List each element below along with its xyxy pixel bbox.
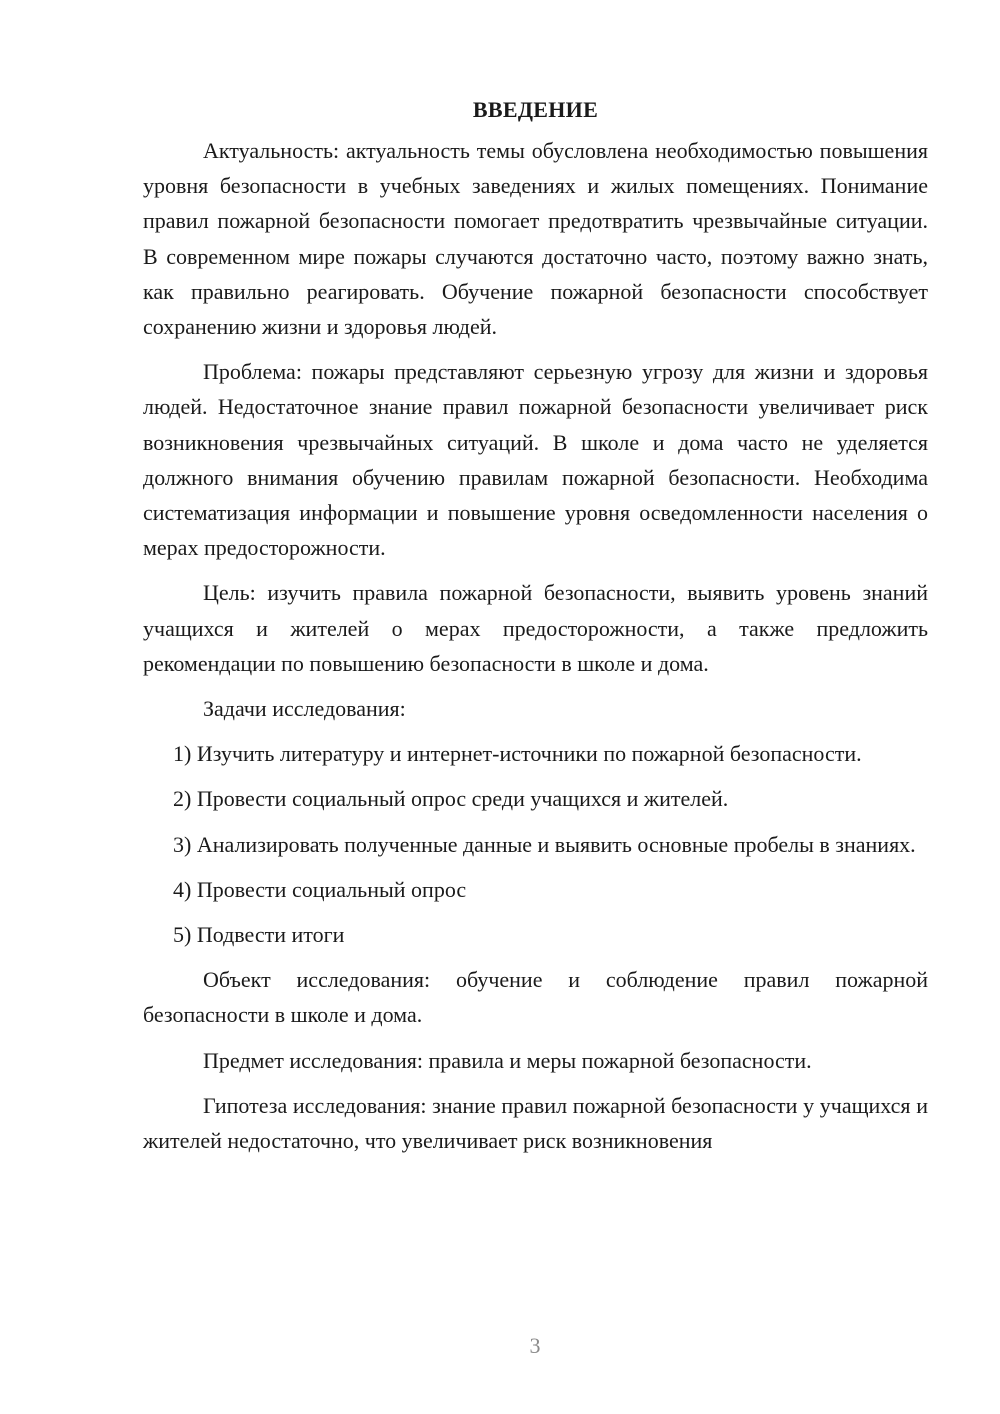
paragraph-problem: Проблема: пожары представляют серьезную угрозу для жизни и здоровья людей. Недостаточное знание правил пожарной безопасности увеличивает риск возникновения чрезвычайных ситуаций. В школе и дома часто не уделяется должного внимания обучению правилам пожарной безопасности. Необходима систематизация информации и повышение уровня осведомленности населения о мерах предосторожности. [143, 359, 928, 561]
paragraph-tasks-intro: Задачи исследования: [203, 696, 406, 722]
task-item-2: 2) Провести социальный опрос среди учащихся и жителей. [173, 786, 729, 812]
task-item-4: 4) Провести социальный опрос [173, 876, 467, 902]
page-number: 3 [529, 1333, 541, 1358]
paragraph-subject: Предмет исследования: правила и меры пожарной безопасности. [203, 1047, 812, 1073]
task-item-1: 1) Изучить литературу и интернет-источники по пожарной безопасности. [173, 741, 862, 767]
paragraph-object: Объект исследования: обучение и соблюдение правил пожарной безопасности в школе и дома. [143, 967, 928, 1028]
paragraph-hypothesis: Гипотеза исследования: знание правил пожарной безопасности у учащихся и жителей недостаточно, что увеличивает риск возникновения [143, 1092, 928, 1154]
paragraph-relevance: Актуальность: актуальность темы обусловлена необходимостью повышения уровня безопасности в учебных заведениях и жилых помещениях. Понимание правил пожарной безопасности помогает предотвратить чрезвычайные ситуации. В современном мире пожары случаются достаточно часто, поэтому важно знать, как правильно реагировать. Обучение пожарной безопасности способствует сохранению жизни и здоровья людей. [143, 138, 928, 340]
task-item-5: 5) Подвести итоги [173, 922, 345, 948]
task-item-3: 3) Анализировать полученные данные и выявить основные пробелы в знаниях. [173, 831, 916, 857]
paragraph-goal: Цель: изучить правила пожарной безопасности, выявить уровень знаний учащихся и жителей о мерах предосторожности, а также предложить рекомендации по повышению безопасности в школе и дома. [143, 580, 928, 676]
page-title: ВВЕДЕНИЕ [472, 97, 599, 122]
document-page [143, 92, 928, 1158]
